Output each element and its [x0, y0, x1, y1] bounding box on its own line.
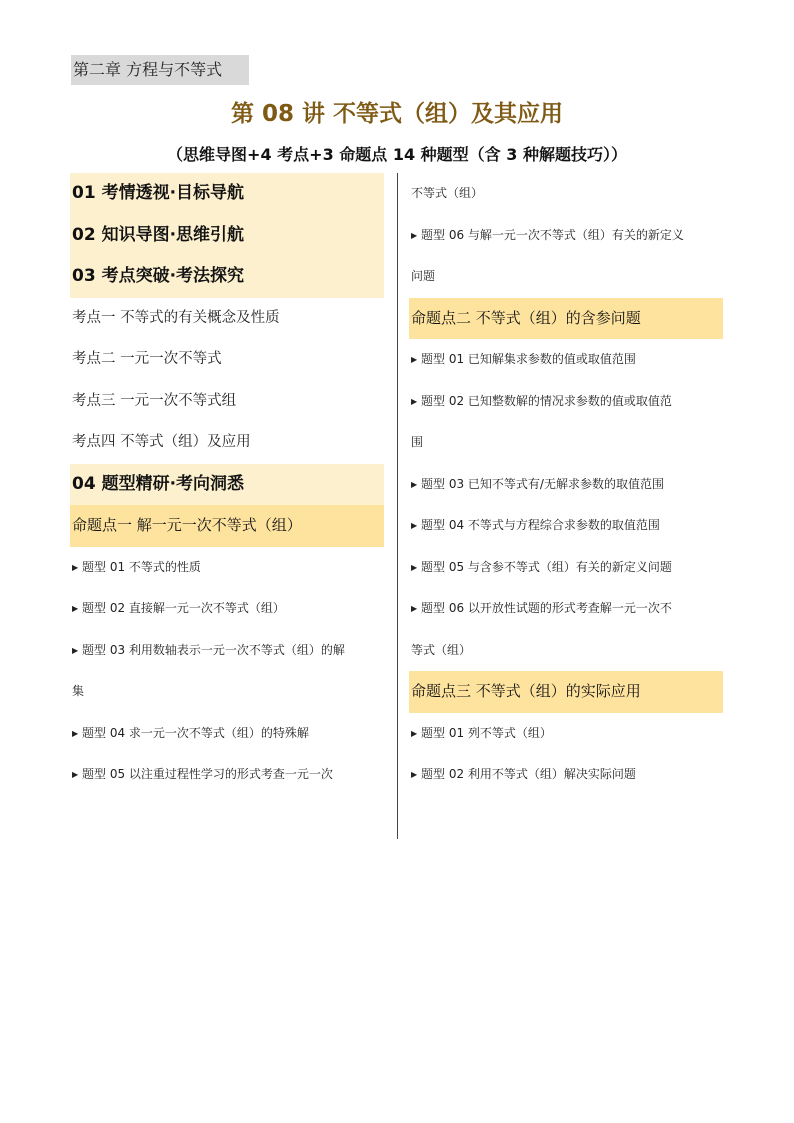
tixing-label: 题型 05 与含参不等式（组）有关的新定义问题 — [421, 559, 672, 574]
tixing-item[interactable] — [409, 588, 723, 630]
kaodian-item[interactable]: 考点二 一元一次不等式 — [72, 351, 222, 367]
triangle-bullet-icon: ▶ — [411, 396, 418, 406]
section-heading[interactable]: 02 知识导图·思维引航 — [70, 215, 384, 257]
tixing-item[interactable] — [409, 713, 723, 755]
tixing-label: 题型 02 利用不等式（组）解决实际问题 — [421, 767, 636, 781]
page-title: 第 08 讲 不等式（组）及其应用 — [230, 101, 564, 127]
tixing-continuation: 问题 — [411, 269, 436, 283]
kaodian-item[interactable]: 考点三 一元一次不等式组 — [72, 392, 237, 409]
tixing-item[interactable] — [409, 754, 723, 796]
tixing-item[interactable] — [70, 754, 384, 796]
triangle-bullet-icon: ▶ — [411, 728, 418, 738]
tixing-label: 题型 05 以注重过程性学习的形式考查一元一次 — [82, 767, 333, 781]
tixing-item[interactable] — [70, 713, 384, 755]
tixing-item[interactable] — [70, 588, 384, 630]
right-column — [409, 173, 723, 796]
triangle-bullet-icon: ▶ — [72, 604, 79, 613]
tixing-label: 题型 04 求一元一次不等式（组）的特殊解 — [82, 725, 309, 740]
tixing-continuation: 围 — [411, 435, 424, 449]
tixing-item[interactable] — [409, 505, 723, 547]
tixing-label: 题型 02 已知整数解的情况求参数的值或取值范 — [421, 393, 672, 408]
triangle-bullet-icon: ▶ — [411, 479, 418, 489]
left-column — [70, 173, 384, 796]
tixing-continuation: 等式（组） — [411, 642, 472, 657]
section-heading[interactable]: 01 考情透视·目标导航 — [70, 173, 384, 215]
triangle-bullet-icon: ▶ — [72, 728, 79, 738]
kaodian-item[interactable]: 考点一 不等式的有关概念及性质 — [72, 309, 280, 326]
triangle-bullet-icon: ▶ — [72, 645, 79, 655]
mingtidian-heading[interactable]: 命题点二 不等式（组）的含参问题 — [409, 298, 723, 340]
tixing-label: 题型 01 列不等式（组） — [421, 725, 552, 740]
triangle-bullet-icon: ▶ — [411, 355, 418, 364]
page-subtitle: （思维导图+4 考点+3 命题点 14 种题型（含 3 种解题技巧）） — [167, 145, 627, 164]
triangle-bullet-icon: ▶ — [411, 770, 418, 779]
triangle-bullet-icon: ▶ — [411, 230, 418, 240]
section-heading[interactable]: 04 题型精研·考向洞悉 — [70, 464, 384, 506]
mingtidian-heading[interactable]: 命题点一 解一元一次不等式（组） — [70, 505, 384, 547]
tixing-item[interactable] — [409, 381, 723, 423]
kaodian-item[interactable]: 考点四 不等式（组）及应用 — [72, 434, 251, 450]
tixing-item[interactable] — [409, 547, 723, 589]
tixing-item[interactable] — [409, 464, 723, 506]
tixing-label: 题型 02 直接解一元一次不等式（组） — [82, 601, 285, 615]
tixing-label: 题型 03 已知不等式有/无解求参数的取值范围 — [421, 476, 664, 491]
tixing-label: 题型 01 已知解集求参数的值或取值范围 — [421, 352, 636, 366]
tixing-item[interactable] — [70, 547, 384, 589]
tixing-item[interactable] — [70, 630, 384, 672]
chapter-label: 第二章 方程与不等式 — [71, 55, 249, 85]
tixing-label: 题型 03 利用数轴表示一元一次不等式（组）的解 — [82, 642, 345, 657]
tixing-continuation: 不等式（组） — [411, 186, 484, 200]
tixing-label: 题型 04 不等式与方程综合求参数的取值范围 — [421, 518, 660, 532]
triangle-bullet-icon: ▶ — [411, 562, 418, 572]
triangle-bullet-icon: ▶ — [72, 770, 79, 779]
tixing-item[interactable] — [409, 339, 723, 381]
tixing-label: 题型 01 不等式的性质 — [82, 559, 201, 574]
column-divider — [397, 173, 398, 839]
tixing-label: 题型 06 以开放性试题的形式考查解一元一次不 — [421, 601, 672, 615]
tixing-label: 题型 06 与解一元一次不等式（组）有关的新定义 — [421, 227, 684, 242]
triangle-bullet-icon: ▶ — [411, 521, 418, 530]
triangle-bullet-icon: ▶ — [72, 562, 79, 572]
tixing-continuation: 集 — [72, 684, 85, 698]
triangle-bullet-icon: ▶ — [411, 604, 418, 613]
mingtidian-heading[interactable]: 命题点三 不等式（组）的实际应用 — [409, 671, 723, 713]
tixing-item[interactable] — [409, 215, 723, 257]
section-heading[interactable]: 03 考点突破·考法探究 — [70, 256, 384, 298]
